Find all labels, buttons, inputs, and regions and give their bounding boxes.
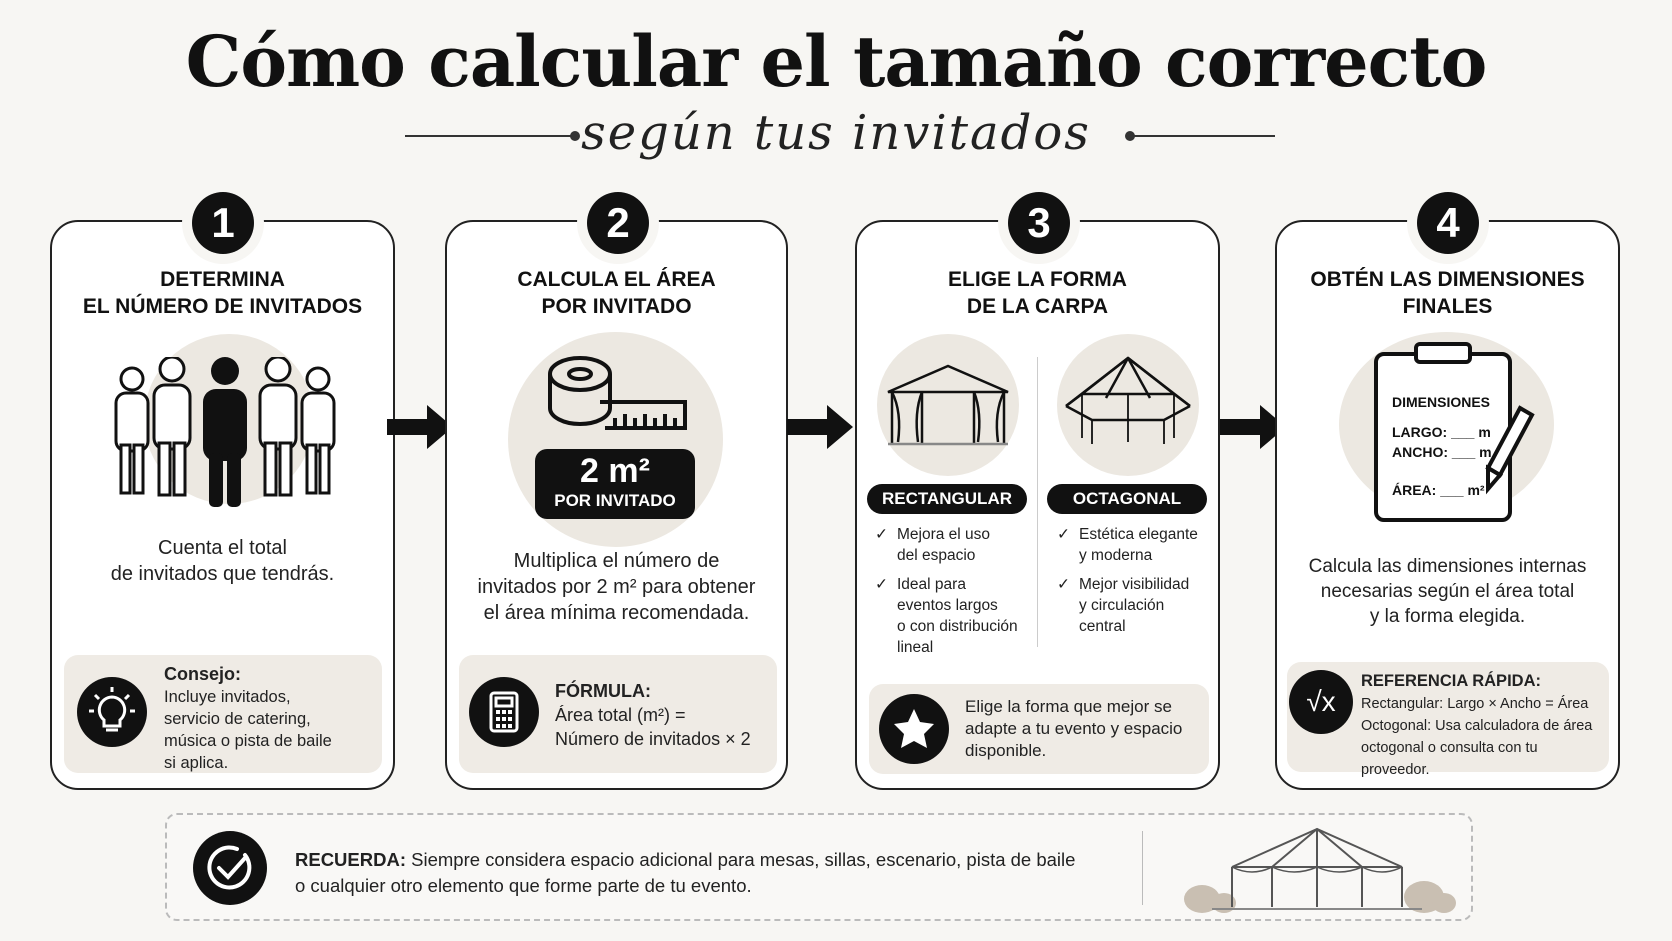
- square-root-icon: √x: [1289, 670, 1353, 734]
- people-icon: [110, 357, 340, 507]
- step-desc-2: Multiplica el número de invitados por 2 m² para obtener el área mínima recomendada.: [477, 550, 756, 624]
- option-divider: [1037, 357, 1038, 647]
- step-title-3: ELIGE LA FORMA DE LA CARPA: [948, 268, 1127, 318]
- step-title-1: DETERMINA EL NÚMERO DE INVITADOS: [82, 268, 363, 318]
- step-number-3: 3: [1008, 192, 1070, 254]
- step-desc-4: Calcula las dimensiones internas necesarias según el área total y la forma elegida.: [1308, 556, 1587, 627]
- remember-text: RECUERDA: Siempre considera espacio adicional para mesas, sillas, escenario, pista de baile o cualquier otro elemento que forme parte de tu evento.: [295, 849, 1076, 896]
- list-item: ✓ Ideal para eventos largos o con distribución lineal: [875, 576, 1018, 656]
- page-title: Cómo calcular el tamaño correcto: [185, 20, 1487, 103]
- tent-illustration: [1172, 823, 1462, 915]
- step-card-2: [445, 199, 788, 790]
- tip-box-1: [64, 655, 382, 773]
- tip-text-1: Consejo: Incluye invitados, servicio de catering, música o pista de baile si aplica.: [164, 664, 332, 772]
- step-number-4: 4: [1417, 192, 1479, 254]
- step-number-2: 2: [587, 192, 649, 254]
- step-title-2: CALCULA EL ÁREA POR INVITADO: [517, 268, 716, 318]
- rectangular-tent-icon: [882, 362, 1014, 447]
- tip-text-4: REFERENCIA RÁPIDA: Rectangular: Largo × Ancho = Área Octogonal: Usa calculadora de área octogonal o consulta con tu proveedor.: [1361, 672, 1593, 778]
- tip-box-3: [869, 684, 1209, 774]
- calculator-icon: [469, 677, 539, 747]
- list-item: ✓ Estética elegante y moderna: [1057, 526, 1198, 564]
- measuring-tape-icon: [545, 352, 690, 432]
- arrow-icon: [787, 405, 853, 449]
- remember-banner: [165, 813, 1473, 921]
- tip-text-3: Elige la forma que mejor se adapte a tu evento y espacio disponible.: [965, 697, 1183, 760]
- star-icon: [879, 694, 949, 764]
- option-label-rectangular: RECTANGULAR: [867, 484, 1027, 514]
- tip-text-2: FÓRMULA: Área total (m²) = Número de invitados × 2: [555, 681, 751, 749]
- check-icon: ✓: [875, 576, 888, 593]
- octagonal-tent-icon: [1062, 354, 1194, 449]
- remember-divider: [1142, 831, 1143, 905]
- step-card-1: [50, 199, 395, 790]
- tip-box-4: [1287, 662, 1609, 778]
- arrow-icon: [387, 405, 453, 449]
- octagonal-points: [1057, 524, 1217, 645]
- check-icon: ✓: [875, 526, 888, 543]
- step-card-3: [855, 199, 1220, 790]
- step-desc-1: Cuenta el total de invitados que tendrás.: [110, 537, 335, 585]
- pencil-icon: [1482, 402, 1537, 497]
- list-item: ✓ Mejor visibilidad y circulación central: [1057, 576, 1190, 635]
- check-circle-icon: [193, 831, 267, 905]
- area-badge: 2 m² POR INVITADO: [535, 449, 695, 519]
- divider-right: [1130, 135, 1275, 137]
- lightbulb-icon: [77, 677, 147, 747]
- clipboard-icon: DIMENSIONES LARGO: ___ m ANCHO: ___ m ÁREA: ___ m²: [1374, 352, 1512, 522]
- check-icon: ✓: [1057, 576, 1070, 593]
- step-title-4: OBTÉN LAS DIMENSIONES FINALES: [1310, 268, 1585, 318]
- tip-box-2: [459, 655, 777, 773]
- rectangular-points: [875, 524, 1035, 666]
- step-number-1: 1: [192, 192, 254, 254]
- option-label-octagonal: OCTAGONAL: [1047, 484, 1207, 514]
- clipboard-clip: [1414, 342, 1472, 364]
- check-icon: ✓: [1057, 526, 1070, 543]
- list-item: ✓ Mejora el uso del espacio: [875, 526, 991, 564]
- step-card-4: [1275, 199, 1620, 790]
- subtitle-row: [0, 105, 1672, 165]
- page-subtitle: según tus invitados: [581, 105, 1091, 161]
